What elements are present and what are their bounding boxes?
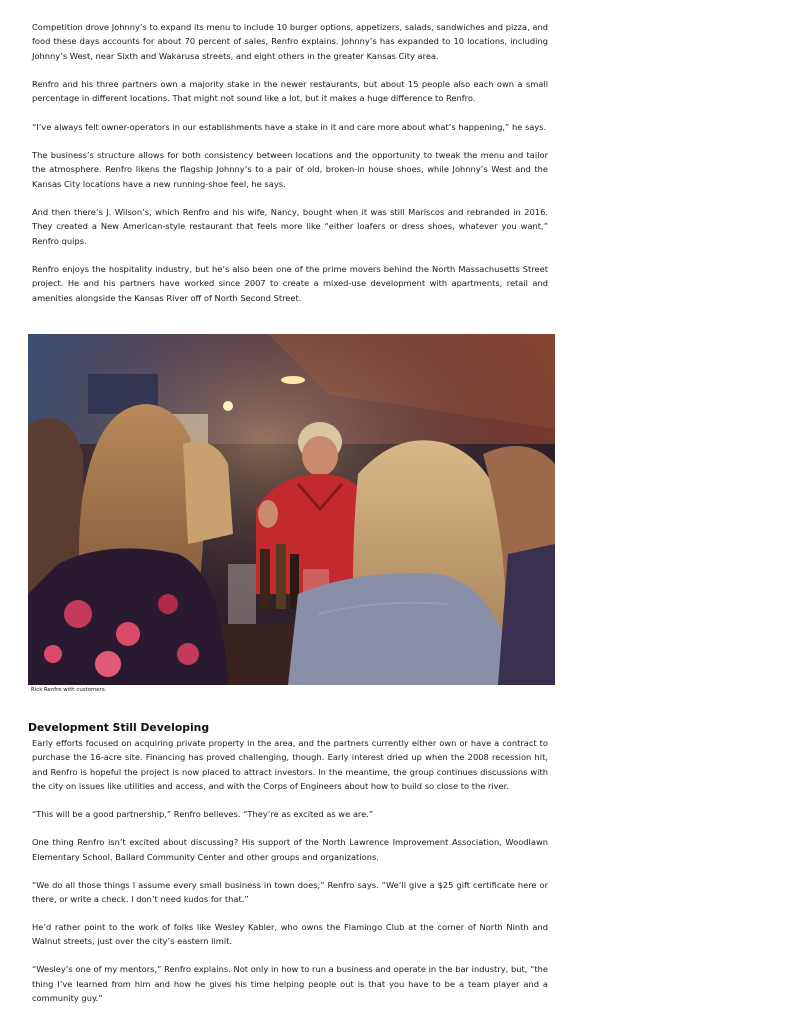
paragraph: “I’ve always felt owner-operators in our establishments have a stake in it and care more about what’s happening,” he says. bbox=[32, 121, 547, 132]
paragraph: “We do all those things I assume every small business in town does,” Renfro says. “We’ll give a $25 gift certificate here or there, or write a check. I don’t need kudos for that.” bbox=[32, 879, 548, 905]
paragraph: “This will be a good partnership,” Renfro believes. “They’re as excited as we are.” bbox=[32, 809, 374, 820]
article-top-text bbox=[32, 20, 548, 319]
article-bottom-text bbox=[32, 736, 548, 1019]
paragraph: He’d rather point to the work of folks like Wesley Kabler, who owns the Flamingo Club at the corner of North Ninth and Walnut streets, just over the city’s eastern limit. bbox=[32, 922, 548, 947]
photo-illustration bbox=[28, 334, 555, 685]
paragraph: The business’s structure allows for both consistency between locations and the opportunity to tweak the menu and tailor the atmosphere. Renfro likens the flagship Johnny’s to a pair of old, broken-in house shoes, while Johnny’s West and the Kansas City locations have a new running-shoe feel, he says. bbox=[32, 149, 548, 189]
paragraph: “Wesley’s one of my mentors,” Renfro explains. Not only in how to run a business and operate in the bar industry, but, “the thing I’ve learned from him and how he gives his time helping people out is that you have to be a team player and a community guy.” bbox=[32, 964, 548, 1004]
paragraph: And then there’s J. Wilson’s, which Renfro and his wife, Nancy, bought when it was still Mariscos and rebranded in 2016. They created a New American-style restaurant that feels more like “either loafers or dress shoes, whatever you want,” Renfro quips. bbox=[32, 206, 548, 246]
paragraph: One thing Renfro isn’t excited about discussing? His support of the North Lawrence Improvement Association, Woodlawn Elementary School, Ballard Community Center and other groups and organizations. bbox=[32, 837, 548, 862]
paragraph: Early efforts focused on acquiring private property in the area, and the partners currently either own or have a contract to purchase the 16-acre site. Financing has proved challenging, though. Early interest dried up when the 2008 recession hit, and Renfro is hopeful the project is now placed to attract investors. In the meantime, the group continues discussions with the city on issues like utilities and access, and with the Corps of Engineers about how to build so close to the river. bbox=[32, 738, 548, 792]
photo-caption: Rick Renfro with customers. bbox=[31, 687, 107, 693]
paragraph: Renfro and his three partners own a majority stake in the newer restaurants, but about 15 people also each own a small percentage in different locations. That might not sound like a lot, but it makes a huge difference to Renfro. bbox=[32, 79, 548, 104]
paragraph: Renfro enjoys the hospitality industry, but he’s also been one of the prime movers behind the North Massachusetts Street project. He and his partners have worked since 2007 to create a mixed-use development with apartments, retail and amenities alongside the Kansas River off of North Second Street. bbox=[32, 263, 548, 303]
article-photo bbox=[28, 334, 555, 685]
section-heading: Development Still Developing bbox=[28, 721, 210, 734]
paragraph: Competition drove Johnny’s to expand its menu to include 10 burger options, appetizers, salads, sandwiches and pizza, and food these days accounts for about 70 percent of sales, Renfro explains. Johnny’s has expanded to 10 locations, including Johnny’s West, near Sixth and Wakarusa streets, and eight others in the greater Kansas City area. bbox=[32, 22, 548, 61]
